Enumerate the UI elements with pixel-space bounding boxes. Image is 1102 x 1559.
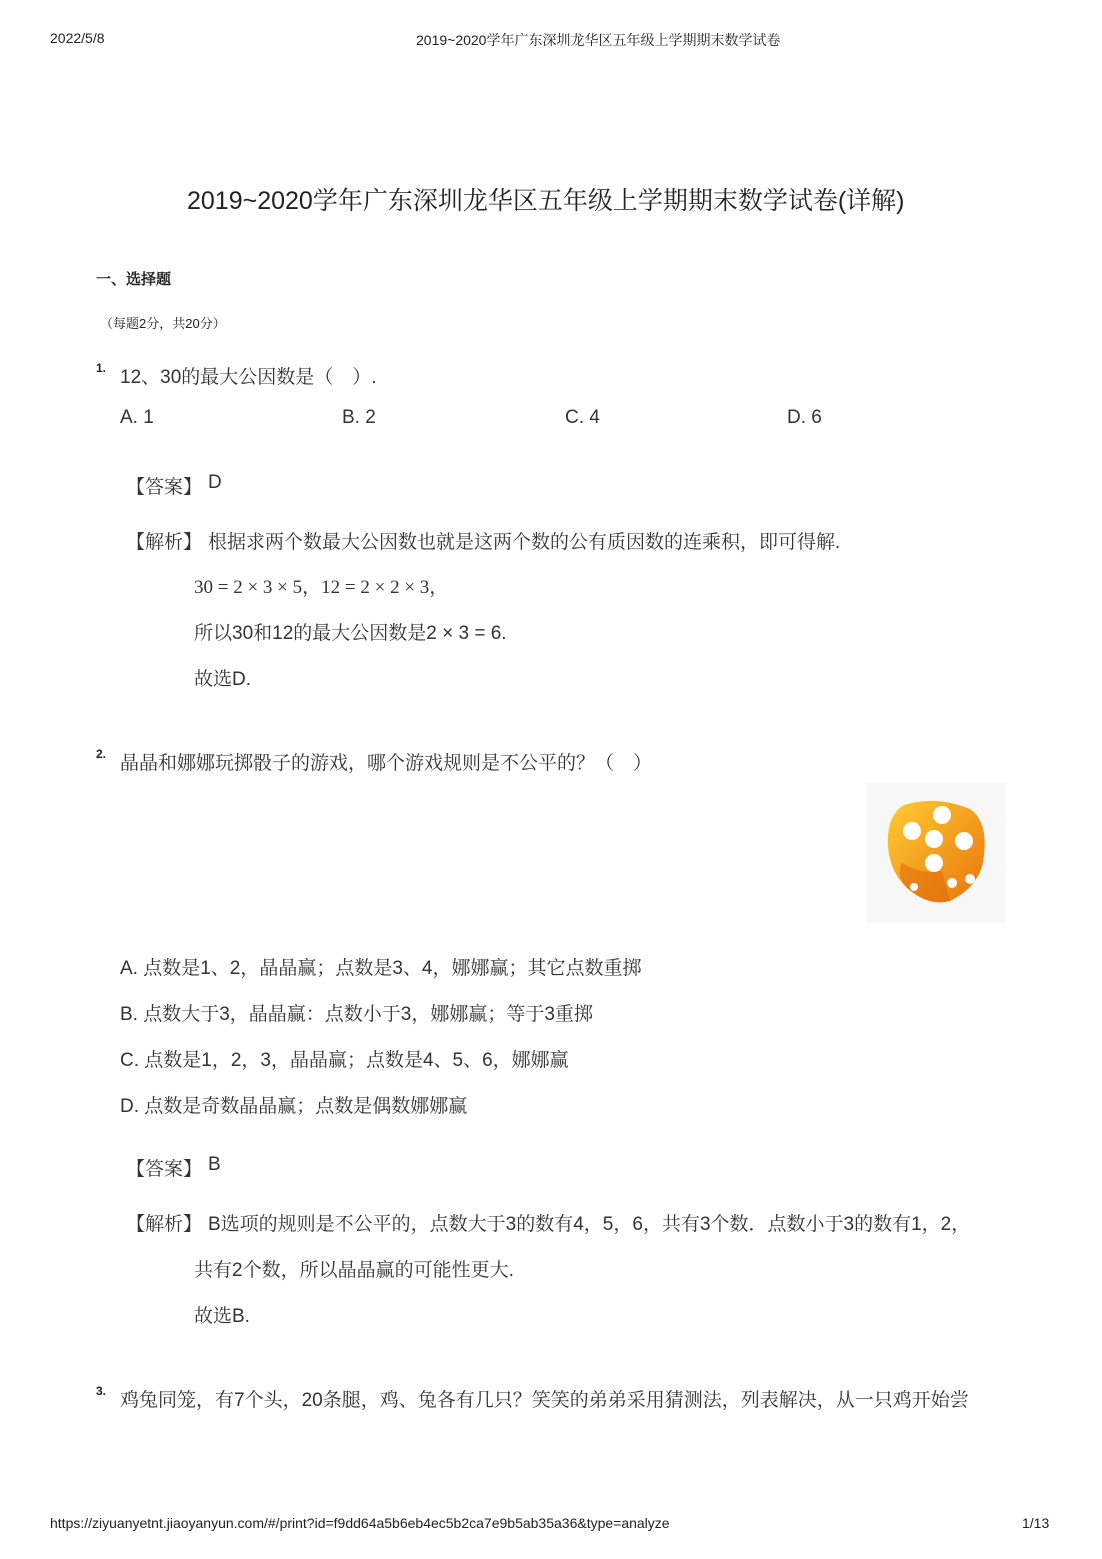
analysis-line: 故选B.	[194, 1306, 250, 1327]
section-title: 一、选择题	[96, 271, 172, 288]
question-text: 12、30的最大公因数是（ ）.	[120, 367, 377, 388]
dice-icon	[866, 783, 1006, 923]
option-a: A. 1	[120, 407, 154, 428]
analysis-line: B选项的规则是不公平的，点数大于3的数有4，5，6，共有3个数．点数小于3的数有1，2，	[208, 1214, 971, 1235]
print-date: 2022/5/8	[50, 30, 105, 46]
question-number: 3.	[96, 1384, 107, 1398]
question-number: 2.	[96, 747, 107, 761]
question-text: 鸡兔同笼，有7个头，20条腿，鸡、兔各有几只？笑笑的弟弟采用猜测法，列表解决，从一只鸡开始尝	[120, 1390, 969, 1411]
analysis-label: 【解析】	[126, 1214, 203, 1235]
option-c: C. 点数是1，2，3，晶晶赢；点数是4、5、6，娜娜赢	[120, 1050, 569, 1071]
analysis-line: 所以30和12的最大公因数是2 × 3 = 6.	[194, 623, 507, 644]
answer-label: 【答案】	[126, 1159, 203, 1180]
print-footer-url: https://ziyuanyetnt.jiaoyanyun.com/#/print?id=f9dd64a5b6eb4ec5b2ca7e9b5ab35a36&type=analyze	[50, 1515, 670, 1531]
print-header-title: 2019~2020学年广东深圳龙华区五年级上学期期末数学试卷	[416, 32, 781, 48]
answer-value: D	[208, 472, 222, 493]
analysis-line: 根据求两个数最大公因数也就是这两个数的公有质因数的连乘积，即可得解.	[208, 532, 841, 553]
page-number: 1/13	[1022, 1515, 1050, 1531]
answer-label: 【答案】	[126, 477, 203, 498]
option-b: B. 2	[342, 407, 376, 428]
analysis-label: 【解析】	[126, 532, 203, 553]
analysis-line: 共有2个数，所以晶晶赢的可能性更大.	[194, 1260, 514, 1281]
answer-value: B	[208, 1154, 221, 1175]
question-number: 1.	[96, 361, 107, 375]
dice-image	[866, 783, 1006, 923]
option-c: C. 4	[565, 407, 600, 428]
analysis-line: 30 = 2 × 3 × 5，12 = 2 × 2 × 3，	[194, 577, 449, 598]
option-d: D. 点数是奇数晶晶赢；点数是偶数娜娜赢	[120, 1096, 468, 1117]
option-b: B. 点数大于3，晶晶赢：点数小于3，娜娜赢；等于3重掷	[120, 1004, 593, 1025]
analysis-line: 故选D.	[194, 669, 252, 690]
document-title: 2019~2020学年广东深圳龙华区五年级上学期期末数学试卷(详解)	[187, 187, 905, 215]
question-text: 晶晶和娜娜玩掷骰子的游戏，哪个游戏规则是不公平的？（ ）	[120, 753, 653, 774]
section-note: （每题2分，共20分）	[100, 316, 226, 331]
option-a: A. 点数是1、2，晶晶赢；点数是3、4，娜娜赢；其它点数重掷	[120, 958, 642, 979]
option-d: D. 6	[787, 407, 822, 428]
